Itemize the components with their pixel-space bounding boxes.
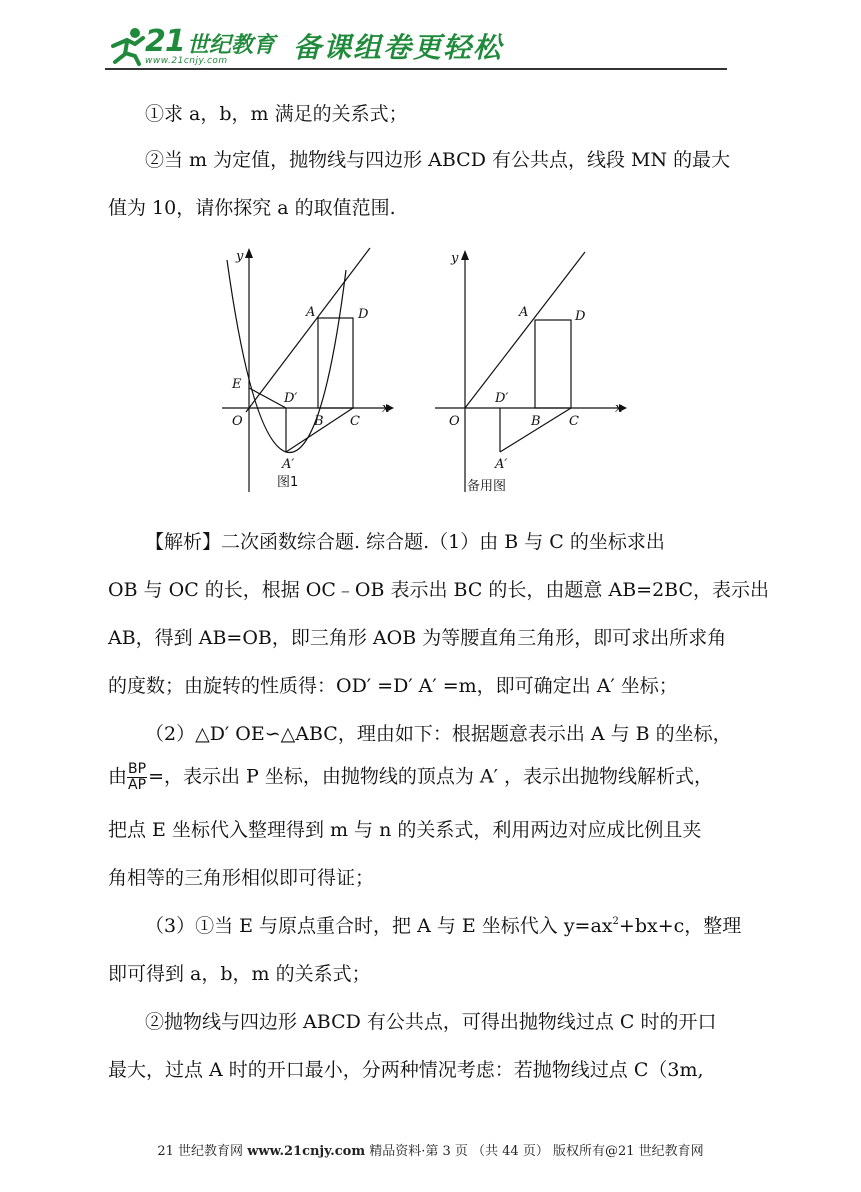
exponent: 2 [612, 916, 619, 927]
solution-line-9 [145, 914, 795, 938]
solution-line-9-post: +bx+c，整理 [618, 915, 742, 937]
fig2-x-label: x [615, 401, 623, 416]
solution-line-12: 最大，过点 A 时的开口最小，分两种情况考虑：若抛物线过点 C（3m, [108, 1059, 704, 1081]
fig1-label-Dp: D′ [284, 391, 298, 406]
page-header [105, 22, 727, 70]
fig2-label-Dp: D′ [495, 391, 509, 406]
fig2-caption: 备用图 [467, 479, 507, 494]
solution-line-3: AB，得到 AB=OB，即三角形 AOB 为等腰直角三角形，即可求出所求角 [108, 627, 727, 649]
solution-line-11: ②抛物线与四边形 ABCD 有公共点，可得出抛物线过点 C 时的开口 [145, 1011, 717, 1033]
solution-line-6-pre: 由 [108, 765, 128, 788]
fraction-denominator: AP [128, 777, 147, 793]
solution-line-1: 【解析】二次函数综合题. 综合题.（1）由 B 与 C 的坐标求出 [145, 531, 665, 553]
footer-url[interactable]: www.21cnjy.com [247, 1144, 366, 1159]
logo-text: 世纪教育 [187, 33, 276, 58]
fig1-caption: 图1 [277, 475, 299, 490]
fig2-label-O: O [449, 414, 460, 429]
solution-line-2: OB 与 OC 的长，根据 OC﹣OB 表示出 BC 的长，由题意 AB=2BC，表示出 [108, 579, 770, 601]
fig1-label-A: A [306, 305, 316, 320]
fig2-label-Ap: A′ [495, 457, 508, 472]
figure-1 [222, 240, 402, 500]
fig1-label-E: E [232, 377, 242, 392]
solution-line-10: 即可得到 a，b，m 的关系式； [108, 963, 371, 985]
solution-line-6 [108, 762, 758, 793]
header-divider [105, 68, 727, 70]
fig1-x-label: x [382, 401, 390, 416]
fig1-y-label: y [236, 249, 244, 264]
footer-info: 精品资料·第 3 页 （共 44 页） 版权所有@21 世纪教育网 [369, 1144, 704, 1159]
header-slogan: 备课组卷更轻松 [293, 31, 504, 64]
question-part-2: ②当 m 为定值，抛物线与四边形 ABCD 有公共点，线段 MN 的最大 [145, 149, 731, 171]
question-part-1: ①求 a，b，m 满足的关系式； [145, 103, 408, 125]
fig2-label-C: C [569, 414, 579, 429]
question-part-2-cont: 值为 10，请你探究 a 的取值范围. [108, 197, 396, 219]
fig2-label-A: A [519, 305, 529, 320]
solution-line-5: （2）△D′ OE∽△ABC，理由如下：根据题意表示出 A 与 B 的坐标， [145, 723, 732, 745]
solution-line-9-pre: （3）①当 E 与原点重合时，把 A 与 E 坐标代入 y=ax [145, 915, 613, 937]
fraction-numerator: BP [128, 761, 147, 777]
solution-line-6-post: =，表示出 P 坐标，由抛物线的顶点为 A′ ，表示出抛物线解析式， [148, 765, 713, 788]
fig1-label-Ap: A′ [282, 457, 295, 472]
fig2-y-label: y [451, 251, 459, 266]
logo-url: www.21cnjy.com [145, 56, 228, 66]
fraction-bp-ap [127, 762, 147, 793]
page-footer [0, 1140, 861, 1159]
fig1-label-D: D [358, 307, 369, 322]
fig2-label-D: D [575, 309, 586, 324]
fig2-label-B: B [531, 414, 541, 429]
figure-2 [435, 240, 635, 500]
fig1-label-C: C [350, 414, 360, 429]
fig1-label-B: B [314, 414, 324, 429]
solution-line-7: 把点 E 坐标代入整理得到 m 与 n 的关系式，利用两边对应成比例且夹 [108, 819, 702, 841]
fig1-label-O: O [232, 414, 243, 429]
solution-line-4: 的度数；由旋转的性质得：OD′ =D′ A′ =m，即可确定出 A′ 坐标； [108, 675, 678, 697]
logo-number: 21 [145, 24, 185, 59]
footer-site: 21 世纪教育网 [157, 1144, 244, 1159]
solution-line-8: 角相等的三角形相似即可得证； [108, 867, 375, 889]
